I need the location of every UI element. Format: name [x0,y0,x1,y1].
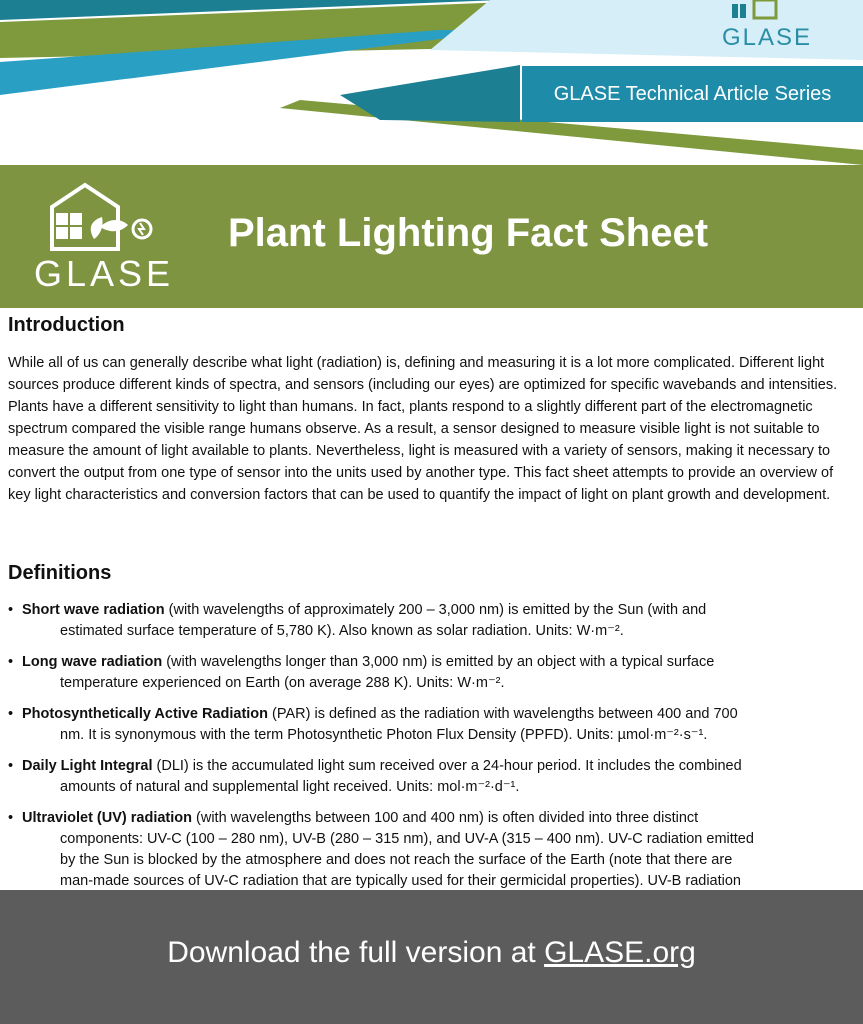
definition-text: (with wavelengths between 100 and 400 nm) is often divided into three distinct [192,810,699,826]
list-item [8,756,858,798]
definition-text: (with wavelengths longer than 3,000 nm) is emitted by an object with a typical surface [162,654,715,670]
download-message [0,936,863,970]
bullet-icon: • [8,706,14,722]
definition-term: Short wave radiation [22,602,165,618]
bullet-icon: • [8,602,14,618]
definition-text: estimated surface temperature of 5,780 K). Also known as solar radiation. Units: W·m⁻². [60,623,624,639]
definitions-list [8,600,858,902]
bullet-icon: • [8,810,14,826]
page-title: Plant Lighting Fact Sheet [228,211,709,255]
definition-text: (PAR) is defined as the radiation with wavelengths between 400 and 700 [268,706,738,722]
definition-text: man-made sources of UV-C radiation that are typically used for their germicidal properties). UV-B radiation [60,873,741,889]
definition-term: Photosynthetically Active Radiation [22,706,269,722]
definition-text: amounts of natural and supplemental light received. Units: mol·m⁻²·d⁻¹. [60,779,520,795]
definition-text: components: UV-C (100 – 280 nm), UV-B (280 – 315 nm), and UV-A (315 – 400 nm). UV-C radiation emitted [60,831,754,847]
introduction-paragraph: While all of us can generally describe what light (radiation) is, defining and measuring it is a lot more complicated. Different light sources produce different kinds of spectra, and sensors (including our eyes) are optimized for specific wavebands and intensities. Plants have a different sensitivity to light than humans. In fact, plants respond to a slightly different part of the electromagnetic spectrum compared the visible range humans observe. As a result, a sensor designed to measure visible light is not suitable to measure the amount of light available to plants. Nevertheless, light is measured with a variety of sensors, making it necessary to convert the output from one type of sensor into the units used by another type. This fact sheet attempts to provide an overview of key light characteristics and conversion factors that can be used to quantify the impact of light on plant growth and development. [8,355,838,503]
definition-term: Daily Light Integral [22,758,153,774]
list-item [8,808,858,892]
download-overlay [0,890,863,1024]
definition-text: (DLI) is the accumulated light sum received over a 24-hour period. It includes the combined [152,758,742,774]
definitions-heading: Definitions [8,562,112,584]
title-banner [0,165,863,308]
definition-term: Long wave radiation [22,654,163,670]
definition-text: nm. It is synonymous with the term Photosynthetic Photon Flux Density (PPFD). Units: µmol·m⁻²·s⁻¹. [60,727,708,743]
list-item [8,652,858,694]
series-label: GLASE Technical Article Series [522,66,863,122]
banner-logo-text: GLASE [34,253,175,294]
glase-website-link[interactable]: GLASE.org [544,936,696,969]
list-item [8,600,858,642]
definition-text: by the Sun is blocked by the atmosphere and does not reach the surface of the Earth (note that there are [60,852,733,868]
bullet-icon: • [8,758,14,774]
definition-text: temperature experienced on Earth (on average 288 K). Units: W·m⁻². [60,675,505,691]
bullet-icon: • [8,654,14,670]
definition-term: Ultraviolet (UV) radiation [22,810,192,826]
introduction-heading: Introduction [8,314,125,336]
download-prefix: Download the full version at [167,936,545,969]
list-item [8,704,858,746]
header-logo-text: GLASE [722,24,813,51]
definition-text: (with wavelengths of approximately 200 – 3,000 nm) is emitted by the Sun (with and [164,602,707,618]
